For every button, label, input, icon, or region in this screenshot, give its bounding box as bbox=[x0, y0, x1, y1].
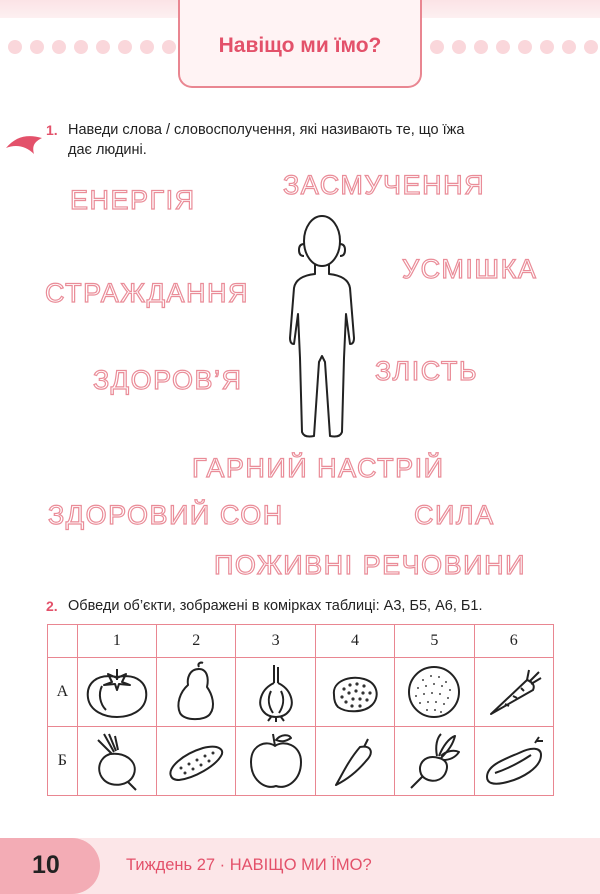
table-header-row bbox=[48, 625, 554, 658]
pepper-icon bbox=[320, 733, 390, 789]
decorative-dot bbox=[540, 40, 554, 54]
melon-icon bbox=[399, 662, 469, 722]
decorative-dot bbox=[118, 40, 132, 54]
word-health[interactable]: ЗДОРОВ’Я bbox=[93, 365, 243, 395]
task2-number: 2. bbox=[46, 598, 58, 614]
column-header: 4 bbox=[315, 625, 394, 658]
cell-b1[interactable] bbox=[77, 727, 156, 796]
decorative-dot bbox=[52, 40, 66, 54]
table-row-a bbox=[48, 658, 554, 727]
cell-a5[interactable] bbox=[395, 658, 474, 727]
decorative-dot bbox=[8, 40, 22, 54]
column-header: 6 bbox=[474, 625, 553, 658]
apple-icon bbox=[241, 730, 311, 792]
decorative-dot bbox=[30, 40, 44, 54]
column-header: 2 bbox=[157, 625, 236, 658]
decorative-dot bbox=[96, 40, 110, 54]
word-smile[interactable]: УСМІШКА bbox=[402, 254, 538, 284]
arrow-icon bbox=[4, 132, 44, 158]
word-anger[interactable]: ЗЛІСТЬ bbox=[375, 356, 479, 386]
cell-a4[interactable] bbox=[315, 658, 394, 727]
decorative-dot bbox=[474, 40, 488, 54]
onion-icon bbox=[241, 661, 311, 723]
word-energy[interactable]: ЕНЕРГІЯ bbox=[70, 185, 196, 215]
word-good-sleep[interactable]: ЗДОРОВИЙ СОН bbox=[48, 500, 284, 530]
cell-a2[interactable] bbox=[157, 658, 236, 727]
task1-number: 1. bbox=[46, 122, 58, 138]
decorative-dot bbox=[584, 40, 598, 54]
potato-icon bbox=[320, 667, 390, 717]
column-header: 5 bbox=[395, 625, 474, 658]
table-corner-cell bbox=[48, 625, 78, 658]
objects-table bbox=[47, 624, 554, 796]
cell-a3[interactable] bbox=[236, 658, 315, 727]
footer-text: Тиждень 27 · НАВІЩО МИ ЇМО? bbox=[126, 856, 372, 874]
zucchini-icon bbox=[479, 733, 549, 789]
cell-a6[interactable] bbox=[474, 658, 553, 727]
task2-text: Обведи об’єкти, зображені в комірках таблиці: А3, Б5, А6, Б1. bbox=[68, 598, 483, 614]
pear-icon bbox=[161, 661, 231, 723]
cell-b6[interactable] bbox=[474, 727, 553, 796]
cell-b5[interactable] bbox=[395, 727, 474, 796]
row-label: Б bbox=[48, 727, 78, 796]
word-good-mood[interactable]: ГАРНИЙ НАСТРІЙ bbox=[192, 453, 445, 483]
word-nutrients[interactable]: ПОЖИВНІ РЕЧОВИНИ bbox=[214, 550, 526, 580]
radish-icon bbox=[399, 730, 469, 792]
human-figure bbox=[282, 210, 362, 442]
page-number: 10 bbox=[32, 851, 60, 879]
decorative-dot bbox=[140, 40, 154, 54]
decorative-dot bbox=[496, 40, 510, 54]
column-header: 3 bbox=[236, 625, 315, 658]
row-label: А bbox=[48, 658, 78, 727]
word-suffering[interactable]: СТРАЖДАННЯ bbox=[45, 278, 250, 308]
word-strength[interactable]: СИЛА bbox=[414, 500, 495, 530]
beet-icon bbox=[82, 730, 152, 792]
decorative-dot bbox=[162, 40, 176, 54]
decorative-dot bbox=[562, 40, 576, 54]
tomato-icon bbox=[82, 664, 152, 720]
decorative-dot bbox=[430, 40, 444, 54]
word-upset[interactable]: ЗАСМУЧЕННЯ bbox=[283, 170, 486, 200]
cell-a1[interactable] bbox=[77, 658, 156, 727]
title-box bbox=[178, 0, 422, 88]
decorative-dot bbox=[518, 40, 532, 54]
page-title: Навіщо ми їмо? bbox=[218, 34, 382, 57]
table-row-b bbox=[48, 727, 554, 796]
task1-text-line2: дає людині. bbox=[68, 142, 147, 158]
cell-b3[interactable] bbox=[236, 727, 315, 796]
cell-b4[interactable] bbox=[315, 727, 394, 796]
carrot-icon bbox=[479, 664, 549, 720]
decorative-dot bbox=[74, 40, 88, 54]
cell-b2[interactable] bbox=[157, 727, 236, 796]
task1-text-line1: Наведи слова / словосполучення, які називають те, що їжа bbox=[68, 122, 465, 138]
cucumber-icon bbox=[161, 736, 231, 786]
column-header: 1 bbox=[77, 625, 156, 658]
decorative-dot bbox=[452, 40, 466, 54]
